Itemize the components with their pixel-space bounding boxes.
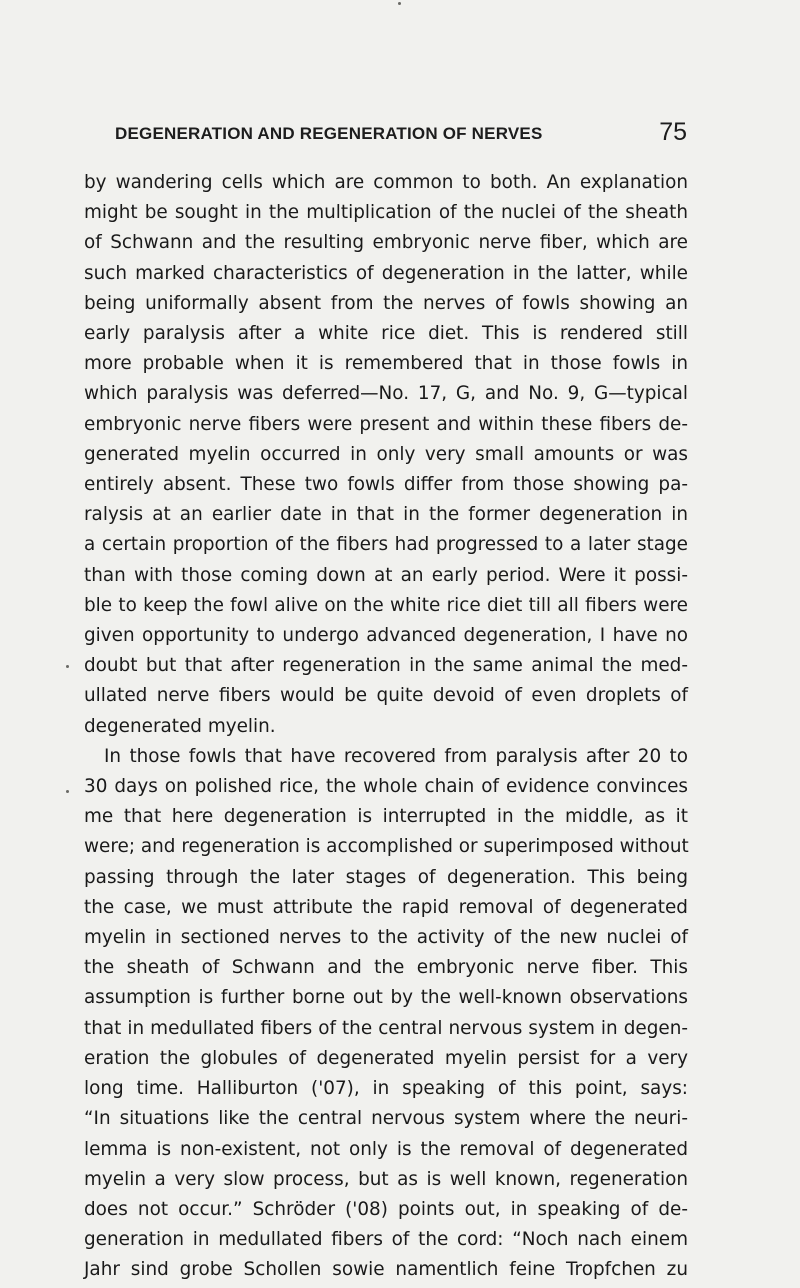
text-line: In those fowls that have recovered from paralysis after 20 to xyxy=(104,745,688,767)
text-line: degenerated myelin. xyxy=(84,715,276,737)
text-line: assumption is further borne out by the well-known observations xyxy=(84,987,688,1009)
text-line: ble to keep the fowl alive on the white rice diet till all fibers were xyxy=(84,594,688,616)
text-line: myelin a very slow process, but as is well known, regeneration xyxy=(84,1168,688,1190)
text-line: ralysis at an earlier date in that in the former degeneration in xyxy=(84,504,688,526)
running-head: DEGENERATION AND REGENERATION OF NERVES xyxy=(115,124,543,143)
text-line: eration the globules of degenerated myelin persist for a very xyxy=(84,1047,688,1069)
text-line: being uniformally absent from the nerves of fowls showing an xyxy=(84,292,688,314)
page-header xyxy=(115,118,687,152)
scan-speck xyxy=(66,665,69,668)
text-line: given opportunity to undergo advanced degeneration, I have no xyxy=(84,625,688,647)
text-line: might be sought in the multiplication of the nuclei of the sheath xyxy=(84,202,688,224)
text-line: of Schwann and the resulting embryonic nerve fiber, which are xyxy=(84,232,688,254)
text-line: lemma is non-existent, not only is the removal of degenerated xyxy=(84,1138,688,1160)
text-line: generation in medullated fibers of the cord: “Noch nach einem xyxy=(84,1229,688,1251)
text-line: were; and regeneration is accomplished or superimposed without xyxy=(84,836,689,858)
text-line: than with those coming down at an early period. Were it possi- xyxy=(84,564,688,586)
text-line: more probable when it is remembered that in those fowls in xyxy=(84,353,688,375)
text-line: entirely absent. These two fowls differ from those showing pa- xyxy=(84,474,688,496)
text-line: passing through the later stages of degeneration. This being xyxy=(84,866,688,888)
text-line: doubt but that after regeneration in the same animal the med- xyxy=(84,655,688,677)
text-line: by wandering cells which are common to both. An explanation xyxy=(84,172,688,193)
paragraph-1 xyxy=(84,168,688,742)
text-line: a certain proportion of the fibers had progressed to a later stage xyxy=(84,534,688,556)
text-line: long time. Halliburton ('07), in speaking of this point, says: xyxy=(84,1078,688,1100)
text-line: 30 days on polished rice, the whole chain of evidence convinces xyxy=(84,776,688,798)
text-line: Jahr sind grobe Schollen sowie namentlich feine Tropfchen zu xyxy=(84,1259,688,1281)
text-line: such marked characteristics of degeneration in the latter, while xyxy=(84,262,688,284)
scan-speck xyxy=(66,790,69,793)
text-line: myelin in sectioned nerves to the activity of the new nuclei of xyxy=(84,927,688,949)
text-line: early paralysis after a white rice diet. This is rendered still xyxy=(84,323,688,345)
text-line: does not occur.” Schröder ('08) points out, in speaking of de- xyxy=(84,1198,688,1220)
text-line: generated myelin occurred in only very small amounts or was xyxy=(84,443,688,465)
text-line: embryonic nerve fibers were present and within these fibers de- xyxy=(84,413,688,435)
body-text xyxy=(84,168,688,1286)
text-line: the case, we must attribute the rapid removal of degenerated xyxy=(84,896,688,918)
text-line: that in medullated fibers of the central nervous system in degen- xyxy=(84,1017,688,1039)
scan-speck xyxy=(398,2,401,5)
text-line: which paralysis was deferred—No. 17, G, and No. 9, G—typical xyxy=(84,383,688,405)
text-line: ullated nerve fibers would be quite devoid of even droplets of xyxy=(84,685,688,707)
paragraph-2 xyxy=(84,742,688,1286)
text-line: “In situations like the central nervous system where the neuri- xyxy=(84,1108,688,1130)
page-number: 75 xyxy=(659,118,687,146)
text-line: me that here degeneration is interrupted in the middle, as it xyxy=(84,806,688,828)
text-line: the sheath of Schwann and the embryonic nerve fiber. This xyxy=(84,957,688,979)
